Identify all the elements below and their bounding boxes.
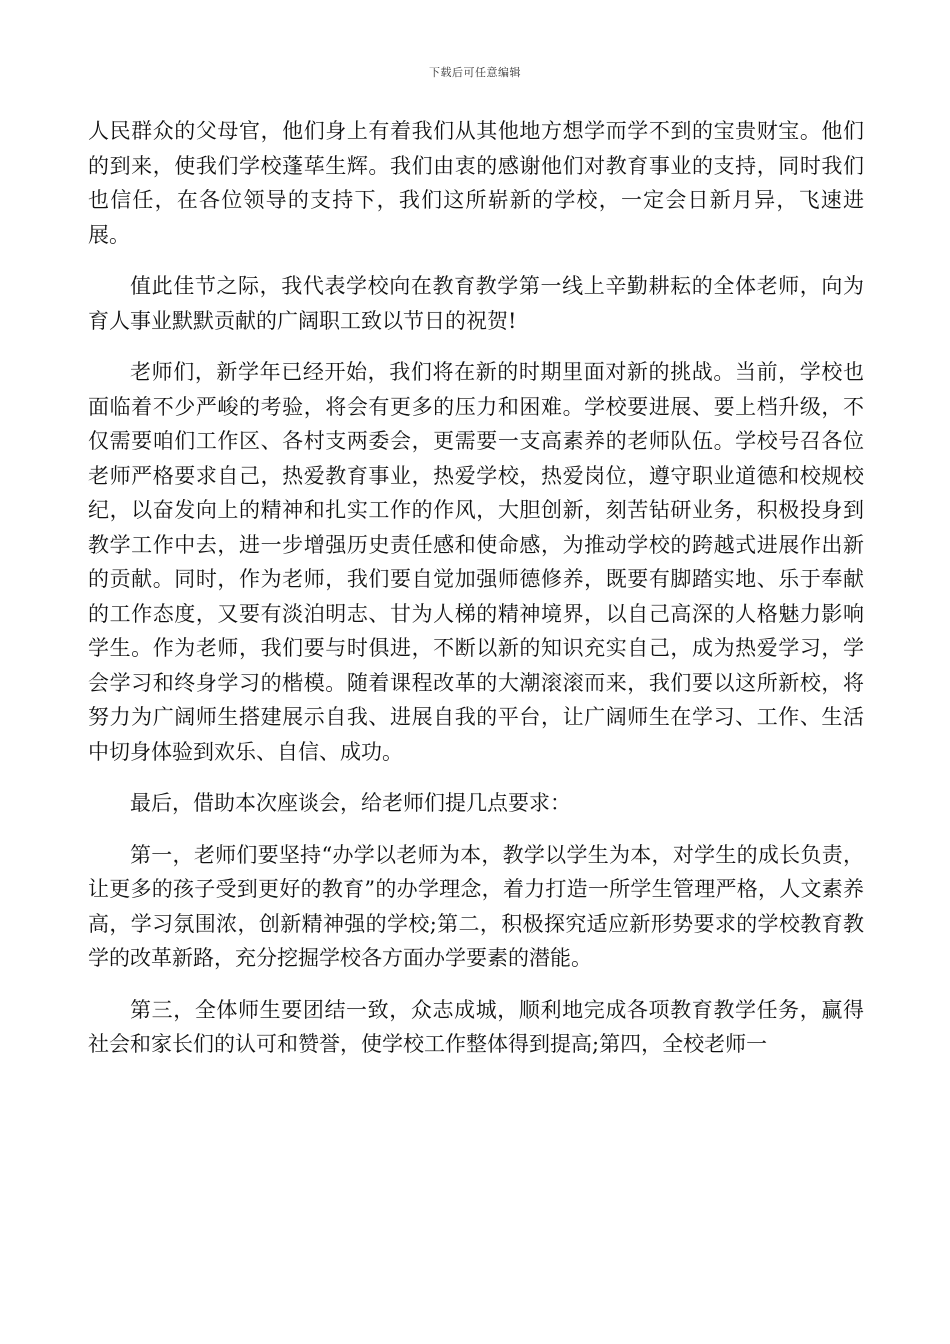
- document-body: [88, 114, 864, 1079]
- paragraph-requirements-one-two: 第一，老师们要坚持“办学以老师为本，教学以学生为本，对学生的成长负责，让更多的孩子受到更好的教育”的办学理念，着力打造一所学生管理严格，人文素养高，学习氛围浓，创新精神强的学校;第二，积极探究适应新形势要求的学校教育教学的改革新路，充分挖掘学校各方面办学要素的潜能。: [88, 842, 864, 970]
- paragraph-continuation: 人民群众的父母官，他们身上有着我们从其他地方想学而学不到的宝贵财宝。他们的到来，使我们学校蓬荜生辉。我们由衷的感谢他们对教育事业的支持，同时我们也信任，在各位领导的支持下，我们这所崭新的学校，一定会日新月异，飞速进展。: [88, 119, 864, 247]
- paragraph-requirements-three-four: 第三，全体师生要团结一致，众志成城，顺利地完成各项教育教学任务，赢得社会和家长们的认可和赞誉，使学校工作整体得到提高;第四，全校老师一: [88, 997, 864, 1056]
- paragraph-holiday-greeting: 值此佳节之际，我代表学校向在教育教学第一线上辛勤耕耘的全体老师，向为育人事业默默贡献的广阔职工致以节日的祝贺!: [88, 274, 864, 333]
- paragraph-requirements-intro: 最后，借助本次座谈会，给老师们提几点要求：: [130, 791, 571, 815]
- paragraph-new-semester: 老师们，新学年已经开始，我们将在新的时期里面对新的挑战。当前，学校也面临着不少严峻的考验，将会有更多的压力和困难。学校要进展、要上档升级，不仅需要咱们工作区、各村支两委会，更需要一支高素养的老师队伍。学校号召各位老师严格要求自己，热爱教育事业，热爱学校，热爱岗位，遵守职业道德和校规校纪，以奋发向上的精神和扎实工作的作风，大胆创新，刻苦钻研业务，积极投身到教学工作中去，进一步增强历史责任感和使命感，为推动学校的跨越式进展作出新的贡献。同时，作为老师，我们要自觉加强师德修养，既要有脚踏实地、乐于奉献的工作态度，又要有淡泊明志、甘为人梯的精神境界，以自己高深的人格魅力影响学生。作为老师，我们要与时俱进，不断以新的知识充实自己，成为热爱学习，学会学习和终身学习的楷模。随着课程改革的大潮滚滚而来，我们要以这所新校，将努力为广阔师生搭建展示自我、进展自我的平台，让广阔师生在学习、工作、生活中切身体验到欢乐、自信、成功。: [88, 360, 864, 764]
- page-header-note: 下载后可任意编辑: [429, 66, 521, 79]
